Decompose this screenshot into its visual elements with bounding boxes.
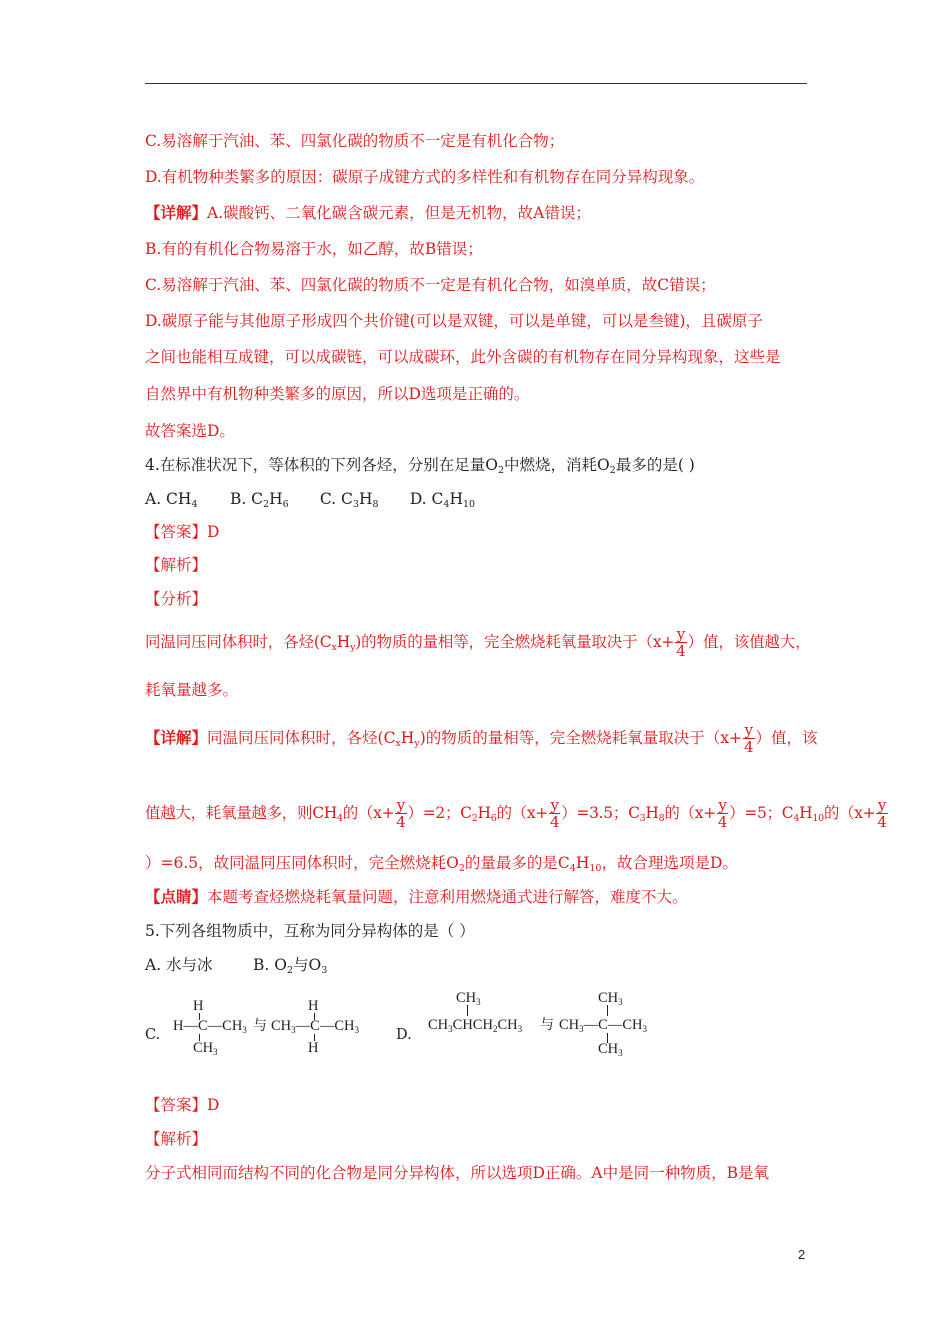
q5-jiexi: 【解析】 bbox=[145, 1130, 208, 1148]
sub: 8 bbox=[658, 813, 665, 824]
q4-detail-line1 bbox=[145, 723, 818, 755]
t: H bbox=[477, 804, 491, 822]
sub: 3 bbox=[618, 997, 623, 1007]
t: CH bbox=[193, 1040, 214, 1056]
sub: 3 bbox=[476, 997, 481, 1007]
d-right-main bbox=[559, 1017, 647, 1034]
q4-option-a bbox=[145, 489, 225, 509]
dianjing-tag: 【点睛】 bbox=[145, 887, 208, 906]
q4-option-c bbox=[320, 489, 405, 509]
sub: 3 bbox=[448, 1024, 453, 1034]
t: H bbox=[645, 804, 659, 822]
bond bbox=[467, 1005, 468, 1016]
q5-option-a: A. 水与冰 bbox=[145, 956, 213, 974]
q5-option-d-label: D. bbox=[396, 1027, 412, 1043]
c-left-main bbox=[173, 1018, 247, 1035]
t: ）值，该 bbox=[755, 729, 818, 747]
sub: 3 bbox=[639, 813, 646, 824]
option-d-label: D. C bbox=[409, 490, 444, 508]
q4-option-b bbox=[230, 489, 315, 509]
sub: 2 bbox=[492, 1024, 498, 1034]
line-detail-d2: 之间也能相互成键，可以成碳链，可以成碳环，此外含碳的有机物存在同分异构现象，这些是 bbox=[145, 348, 781, 366]
t: ）=3.5；C bbox=[561, 804, 640, 822]
t: 的（x+ bbox=[342, 804, 395, 822]
d-left-main bbox=[428, 1017, 522, 1034]
sub: 6 bbox=[490, 813, 497, 824]
frac-den: 4 bbox=[717, 813, 728, 831]
sub: y bbox=[414, 738, 420, 749]
sub: 2 bbox=[263, 499, 270, 510]
q4-detail-line2 bbox=[145, 798, 889, 830]
h: H bbox=[269, 490, 283, 508]
frac-den: 4 bbox=[877, 813, 887, 831]
sub: 3 bbox=[352, 499, 359, 510]
sub: 2 bbox=[609, 465, 616, 476]
t: )的物质的量相等，完全燃烧耗氧量取决于（x+ bbox=[355, 633, 675, 651]
detail-tag: 【详解】 bbox=[145, 203, 208, 222]
sub: 3 bbox=[642, 1024, 647, 1034]
h: H bbox=[449, 490, 463, 508]
sub: 4 bbox=[793, 813, 800, 824]
q4-stem bbox=[145, 455, 695, 475]
t: — bbox=[319, 1018, 335, 1034]
line-detail-a bbox=[145, 203, 591, 223]
fraction-y-over-4 bbox=[743, 723, 755, 755]
t: CH bbox=[271, 1018, 292, 1034]
frac-num: y bbox=[550, 796, 559, 814]
sub: 2 bbox=[458, 863, 465, 874]
d-yu: 与 bbox=[540, 1017, 554, 1033]
q5-stem: 5.下列各组物质中，互称为同分异构体的是（ ） bbox=[145, 922, 475, 940]
t: ）值，该值越大， bbox=[687, 633, 811, 651]
line-conclusion: 故答案选D。 bbox=[145, 422, 235, 440]
c-right-bottom-h: H bbox=[308, 1040, 319, 1056]
t: CH bbox=[428, 1017, 449, 1033]
sub: 10 bbox=[462, 499, 476, 510]
frac-num: y bbox=[718, 796, 727, 814]
t: 本题考查烃燃烧耗氧量问题，注意利用燃烧通式进行解答，难度不大。 bbox=[207, 888, 688, 906]
frac-den: 4 bbox=[396, 813, 406, 831]
q4-answer: 【答案】D bbox=[145, 523, 220, 541]
q4-fenxi: 【分析】 bbox=[145, 590, 208, 608]
t: ）=5；C bbox=[729, 804, 794, 822]
q4-dianjing bbox=[145, 887, 688, 907]
fraction-y-over-4 bbox=[717, 798, 728, 830]
t: CH bbox=[497, 1017, 518, 1033]
sub: 2 bbox=[471, 813, 478, 824]
fraction-y-over-4 bbox=[876, 798, 887, 830]
frac-den: 4 bbox=[549, 813, 560, 831]
line-detail-c: C.易溶解于汽油、苯、四氯化碳的物质不一定是有机化合物，如溴单质，故C错误； bbox=[145, 276, 716, 294]
t: H—C—CH bbox=[173, 1018, 243, 1034]
t: 同温同压同体积时，各烃(C bbox=[145, 633, 332, 651]
sub: 3 bbox=[517, 1024, 523, 1034]
sub: 3 bbox=[242, 1025, 247, 1035]
t: 与O bbox=[293, 956, 322, 974]
frac-den: 4 bbox=[676, 642, 686, 660]
sub: 2 bbox=[286, 965, 293, 976]
c-right-top-h: H bbox=[308, 998, 319, 1014]
frac-den: 4 bbox=[743, 738, 754, 756]
h: H bbox=[358, 490, 373, 508]
frac-num: y bbox=[877, 796, 887, 814]
t: C bbox=[310, 1018, 320, 1034]
option-b-label: B. C bbox=[229, 490, 264, 508]
line-d-statement: D.有机物种类繁多的原因：碳原子成键方式的多样性和有机物存在同分异构现象。 bbox=[145, 168, 705, 186]
sub: 3 bbox=[618, 1048, 623, 1058]
line-c-statement: C.易溶解于汽油、苯、四氯化碳的物质不一定是有机化合物； bbox=[145, 132, 565, 150]
t: CH bbox=[559, 1017, 580, 1033]
t: — bbox=[295, 1018, 311, 1034]
sub: 10 bbox=[589, 863, 602, 874]
t: H bbox=[400, 729, 415, 747]
sub: 4 bbox=[443, 499, 450, 510]
t: CH bbox=[334, 1018, 355, 1034]
t: CH bbox=[598, 990, 619, 1006]
line-detail-b: B.有的有机化合物易溶于水，如乙醇，故B错误； bbox=[145, 240, 483, 258]
frac-num: y bbox=[676, 625, 686, 643]
option-a-label: A. CH bbox=[145, 490, 192, 508]
sub: 6 bbox=[282, 499, 289, 510]
sub: y bbox=[350, 642, 356, 653]
c-right-main bbox=[271, 1018, 359, 1035]
t: 的量最多的是C bbox=[464, 854, 570, 872]
t: —C—CH bbox=[583, 1017, 643, 1033]
t: H bbox=[799, 804, 813, 822]
frac-num: y bbox=[744, 721, 753, 739]
c-yu: 与 bbox=[253, 1018, 267, 1034]
t: 的（x+ bbox=[823, 804, 876, 822]
frac-num: y bbox=[396, 796, 405, 814]
t: CHCH bbox=[452, 1017, 493, 1033]
sub: x bbox=[395, 738, 401, 749]
d-left-top bbox=[456, 990, 481, 1007]
sub: 3 bbox=[291, 1025, 296, 1035]
detail-a-text: A.碳酸钙、二氧化碳含碳元素，但是无机物，故A错误； bbox=[207, 204, 591, 222]
fraction-y-over-4 bbox=[549, 798, 560, 830]
t: CH bbox=[456, 990, 477, 1006]
q4-jiexi: 【解析】 bbox=[145, 556, 208, 574]
option-c-label: C. C bbox=[319, 490, 353, 508]
q5-option-c-label: C. bbox=[145, 1027, 161, 1043]
q5-option-b bbox=[253, 955, 327, 975]
d-right-bottom bbox=[598, 1041, 623, 1058]
q4-option-d bbox=[410, 489, 475, 509]
sub: 4 bbox=[336, 813, 343, 824]
q5-answer: 【答案】D bbox=[145, 1096, 220, 1114]
t: ，故合理选项是D。 bbox=[601, 854, 738, 872]
q4-stem-c: 最多的是( ) bbox=[615, 456, 695, 474]
d-right-top bbox=[598, 990, 623, 1007]
fraction-y-over-4 bbox=[395, 798, 406, 830]
line-detail-d3: 自然界中有机物种类繁多的原因，所以D选项是正确的。 bbox=[145, 385, 530, 403]
detail-tag: 【详解】 bbox=[145, 728, 208, 747]
sub: 4 bbox=[191, 499, 198, 510]
q5-options-ab bbox=[145, 955, 327, 975]
t: 的（x+ bbox=[664, 804, 716, 822]
sub: 3 bbox=[354, 1025, 359, 1035]
t: 值越大，耗氧量越多，则CH bbox=[145, 804, 337, 822]
q4-analysis-line1 bbox=[145, 627, 810, 659]
sub: 10 bbox=[812, 813, 824, 824]
t: ）=6.5，故同温同压同体积时，完全燃烧耗O bbox=[145, 854, 459, 872]
q5-explanation: 分子式相同而结构不同的化合物是同分异构体，所以选项D正确。A中是同一种物质，B是氧 bbox=[145, 1164, 770, 1182]
sub: 4 bbox=[569, 863, 576, 874]
t: 同温同压同体积时，各烃(C bbox=[207, 729, 396, 747]
t: 的（x+ bbox=[496, 804, 548, 822]
line-detail-d1: D.碳原子能与其他原子形成四个共价键(可以是双键，可以是单键，可以是叁键)，且碳原子 bbox=[145, 312, 763, 330]
q4-detail-line3 bbox=[145, 853, 738, 873]
page-number: 2 bbox=[798, 1247, 806, 1262]
q4-options bbox=[145, 489, 475, 509]
sub: 3 bbox=[213, 1047, 218, 1057]
c-left-top-h: H bbox=[193, 998, 204, 1014]
c-left-bottom bbox=[193, 1040, 218, 1057]
t: H bbox=[575, 854, 590, 872]
t: )的物质的量相等，完全燃烧耗氧量取决于（x+ bbox=[419, 729, 742, 747]
sub: 8 bbox=[372, 499, 379, 510]
fraction-y-over-4 bbox=[675, 627, 686, 659]
t: H bbox=[336, 633, 351, 651]
t: ）=2；C bbox=[407, 804, 472, 822]
t: B. O bbox=[253, 956, 287, 974]
bond bbox=[607, 1005, 608, 1016]
sub: 3 bbox=[321, 965, 328, 976]
sub: 2 bbox=[498, 465, 505, 476]
q4-stem-a: 4.在标准状况下，等体积的下列各烃，分别在足量O bbox=[145, 456, 498, 474]
header-rule bbox=[145, 83, 807, 84]
q4-analysis-line2: 耗氧量越多。 bbox=[145, 681, 239, 699]
sub: x bbox=[331, 642, 337, 653]
sub: 3 bbox=[579, 1024, 584, 1034]
t: CH bbox=[598, 1041, 619, 1057]
q4-stem-b: 中燃烧，消耗O bbox=[504, 456, 610, 474]
